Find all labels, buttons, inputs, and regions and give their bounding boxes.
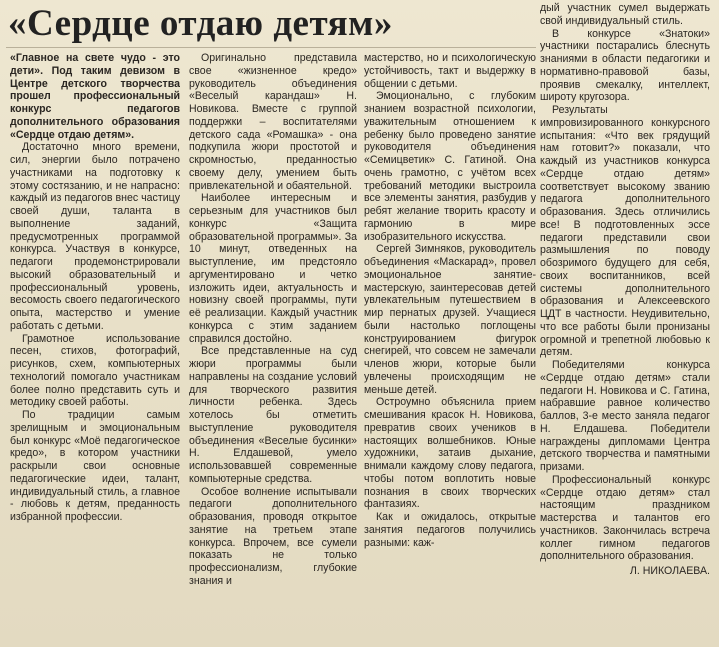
paragraph: Профессиональный конкурс «Сердце отдаю детям» стал настоящим праздником мастерства и талантов его участников. Закончилась встреча коллег гимном педагогов дополнительного образования. <box>540 473 710 563</box>
author-signature: Л. НИКОЛАЕВА. <box>629 565 710 577</box>
paragraph: дый участник сумел выдержать свой индивидуальный стиль. <box>540 2 710 27</box>
paragraph: Наиболее интересным и серьезным для участников был конкурс «Защита образовательной программы». За 10 минут, отведенных на выступление, им предстояло аргументировано и четко изложить идеи, актуальность и новизну своей программы, пути её реализации. Каждый участник конкурса с этим заданием справился достойно. <box>189 192 357 345</box>
paragraph: Как и ожидалось, открытые занятия педагогов получились разными: каж- <box>364 511 536 549</box>
column-2 <box>189 52 357 644</box>
paragraph: Особое волнение испытывали педагоги дополнительного образования, проводя открытое занятие на третьем этапе конкурса. Впрочем, все сумели показать не только профессионализм, глубокие знания и <box>189 485 357 587</box>
paragraph: Оригинально представила свое «жизненное кредо» руководитель объединения «Веселый карандаш» Н. Новикова. Вместе с группой поддержки – воспитателями детского сада «Ромашка» - она подкупила жюри простотой и скромностью, преданностью своему делу, умением быть привлекательной и обаятельной. <box>189 52 357 192</box>
article-title: «Сердце отдаю детям» <box>8 3 393 44</box>
paragraph: Остроумно объяснила прием смешивания красок Н. Новикова, превратив своих учеников в настоящих волшебников. Юные художники, затаив дыхание, внимали каждому слову педагога, чтобы потом воплотить новые познания в своих творческих фантазиях. <box>364 396 536 511</box>
paragraph: По традиции самым зрелищным и эмоциональным был конкурс «Моё педагогическое кредо», в котором участники раскрыли свои основные педагогические идеи, талант, индивидуальный стиль, а главное - любовь к детям, преданность избранной профессии. <box>10 409 180 523</box>
paragraph: Эмоционально, с глубоким знанием возрастной психологии, уважительным отношением к ребенку было проведено занятие руководителя объединения «Семицветик» С. Гатиной. Она очень грамотно, с учётом всех требований методики выстроила все элементы занятия, разбудив у ребят желание творить красоту и гармонию в мире изобразительного искусства. <box>364 90 536 243</box>
paragraph: В конкурсе «Знатоки» участники постарались блеснуть знаниями в области педагогики и нормативно-правовой базы, проявив смекалку, интеллект, широту кругозора. <box>540 27 710 104</box>
column-3 <box>364 52 536 644</box>
paragraph: Грамотное использование песен, стихов, фотографий, рисунков, схем, компьютерных технологий помогало участникам более полно представить суть и методику своей работы. <box>10 332 180 409</box>
paragraph: Все представленные на суд жюри программы были направлены на создание условий для творческого развития личности ребенка. Здесь хотелось бы отметить выступление руководителя объединения «Веселые бусинки» Н. Елдашевой, умело использовавшей современные компьютерные средства. <box>189 345 357 485</box>
paragraph: Сергей Зимняков, руководитель объединения «Маскарад», провел эмоциональное занятие-мастерскую, заинтересовав детей увлекательным путешествием в мир пернатых друзей. Учащиеся были настолько поглощены конструированием фигурок снегирей, что совсем не замечали членов жюри, которые были увлечены происходящим не меньше детей. <box>364 243 536 396</box>
paragraph: Результаты импровизированного конкурсного испытания: «Что век грядущий нам готовит?» показали, что каждый из участников конкурса «Сердце отдаю детям» соответствует высокому званию педагога дополнительного образования. Здесь отличились все! В подготовленных эссе педагоги представили свои размышления по поводу обозримого будущего для себя, своих воспитанников, всей системы дополнительного образования и Алексеевского ЦДТ в частности. Неудивительно, что все работы были пронизаны огромной и трепетной любовью к детям. <box>540 104 710 359</box>
title-rule <box>6 47 536 48</box>
paragraph: мастерство, но и психологическую устойчивость, такт и выдержку в общении с детьми. <box>364 52 536 90</box>
column-4 <box>540 2 710 644</box>
paragraph: Достаточно много времени, сил, энергии было потрачено участниками на подготовку к этому состязанию, и не напрасно: каждый из педагогов внес частицу своей души, таланта в выполнение заданий, предусмотренных программой конкурса. Участвуя в конкурсе, педагоги продемонстрировали высокий образовательный и профессиональный уровень, весомость своего педагогического опыта, мастерство и умение работать с детьми. <box>10 141 180 332</box>
column-1 <box>10 52 180 644</box>
article-lead: «Главное на свете чудо - это дети». Под таким девизом в Центре детского творчества прошел профессиональный конкурс педагогов дополнительного образования «Сердце отдаю детям». <box>10 52 180 141</box>
paragraph: Победителями конкурса «Сердце отдаю детям» стали педагоги Н. Новикова и С. Гатина, набравшие равное количество баллов, 3-е место заняла педагог Н. Елдашева. Победители награждены дипломами Центра детского творчества и памятными призами. <box>540 359 710 473</box>
